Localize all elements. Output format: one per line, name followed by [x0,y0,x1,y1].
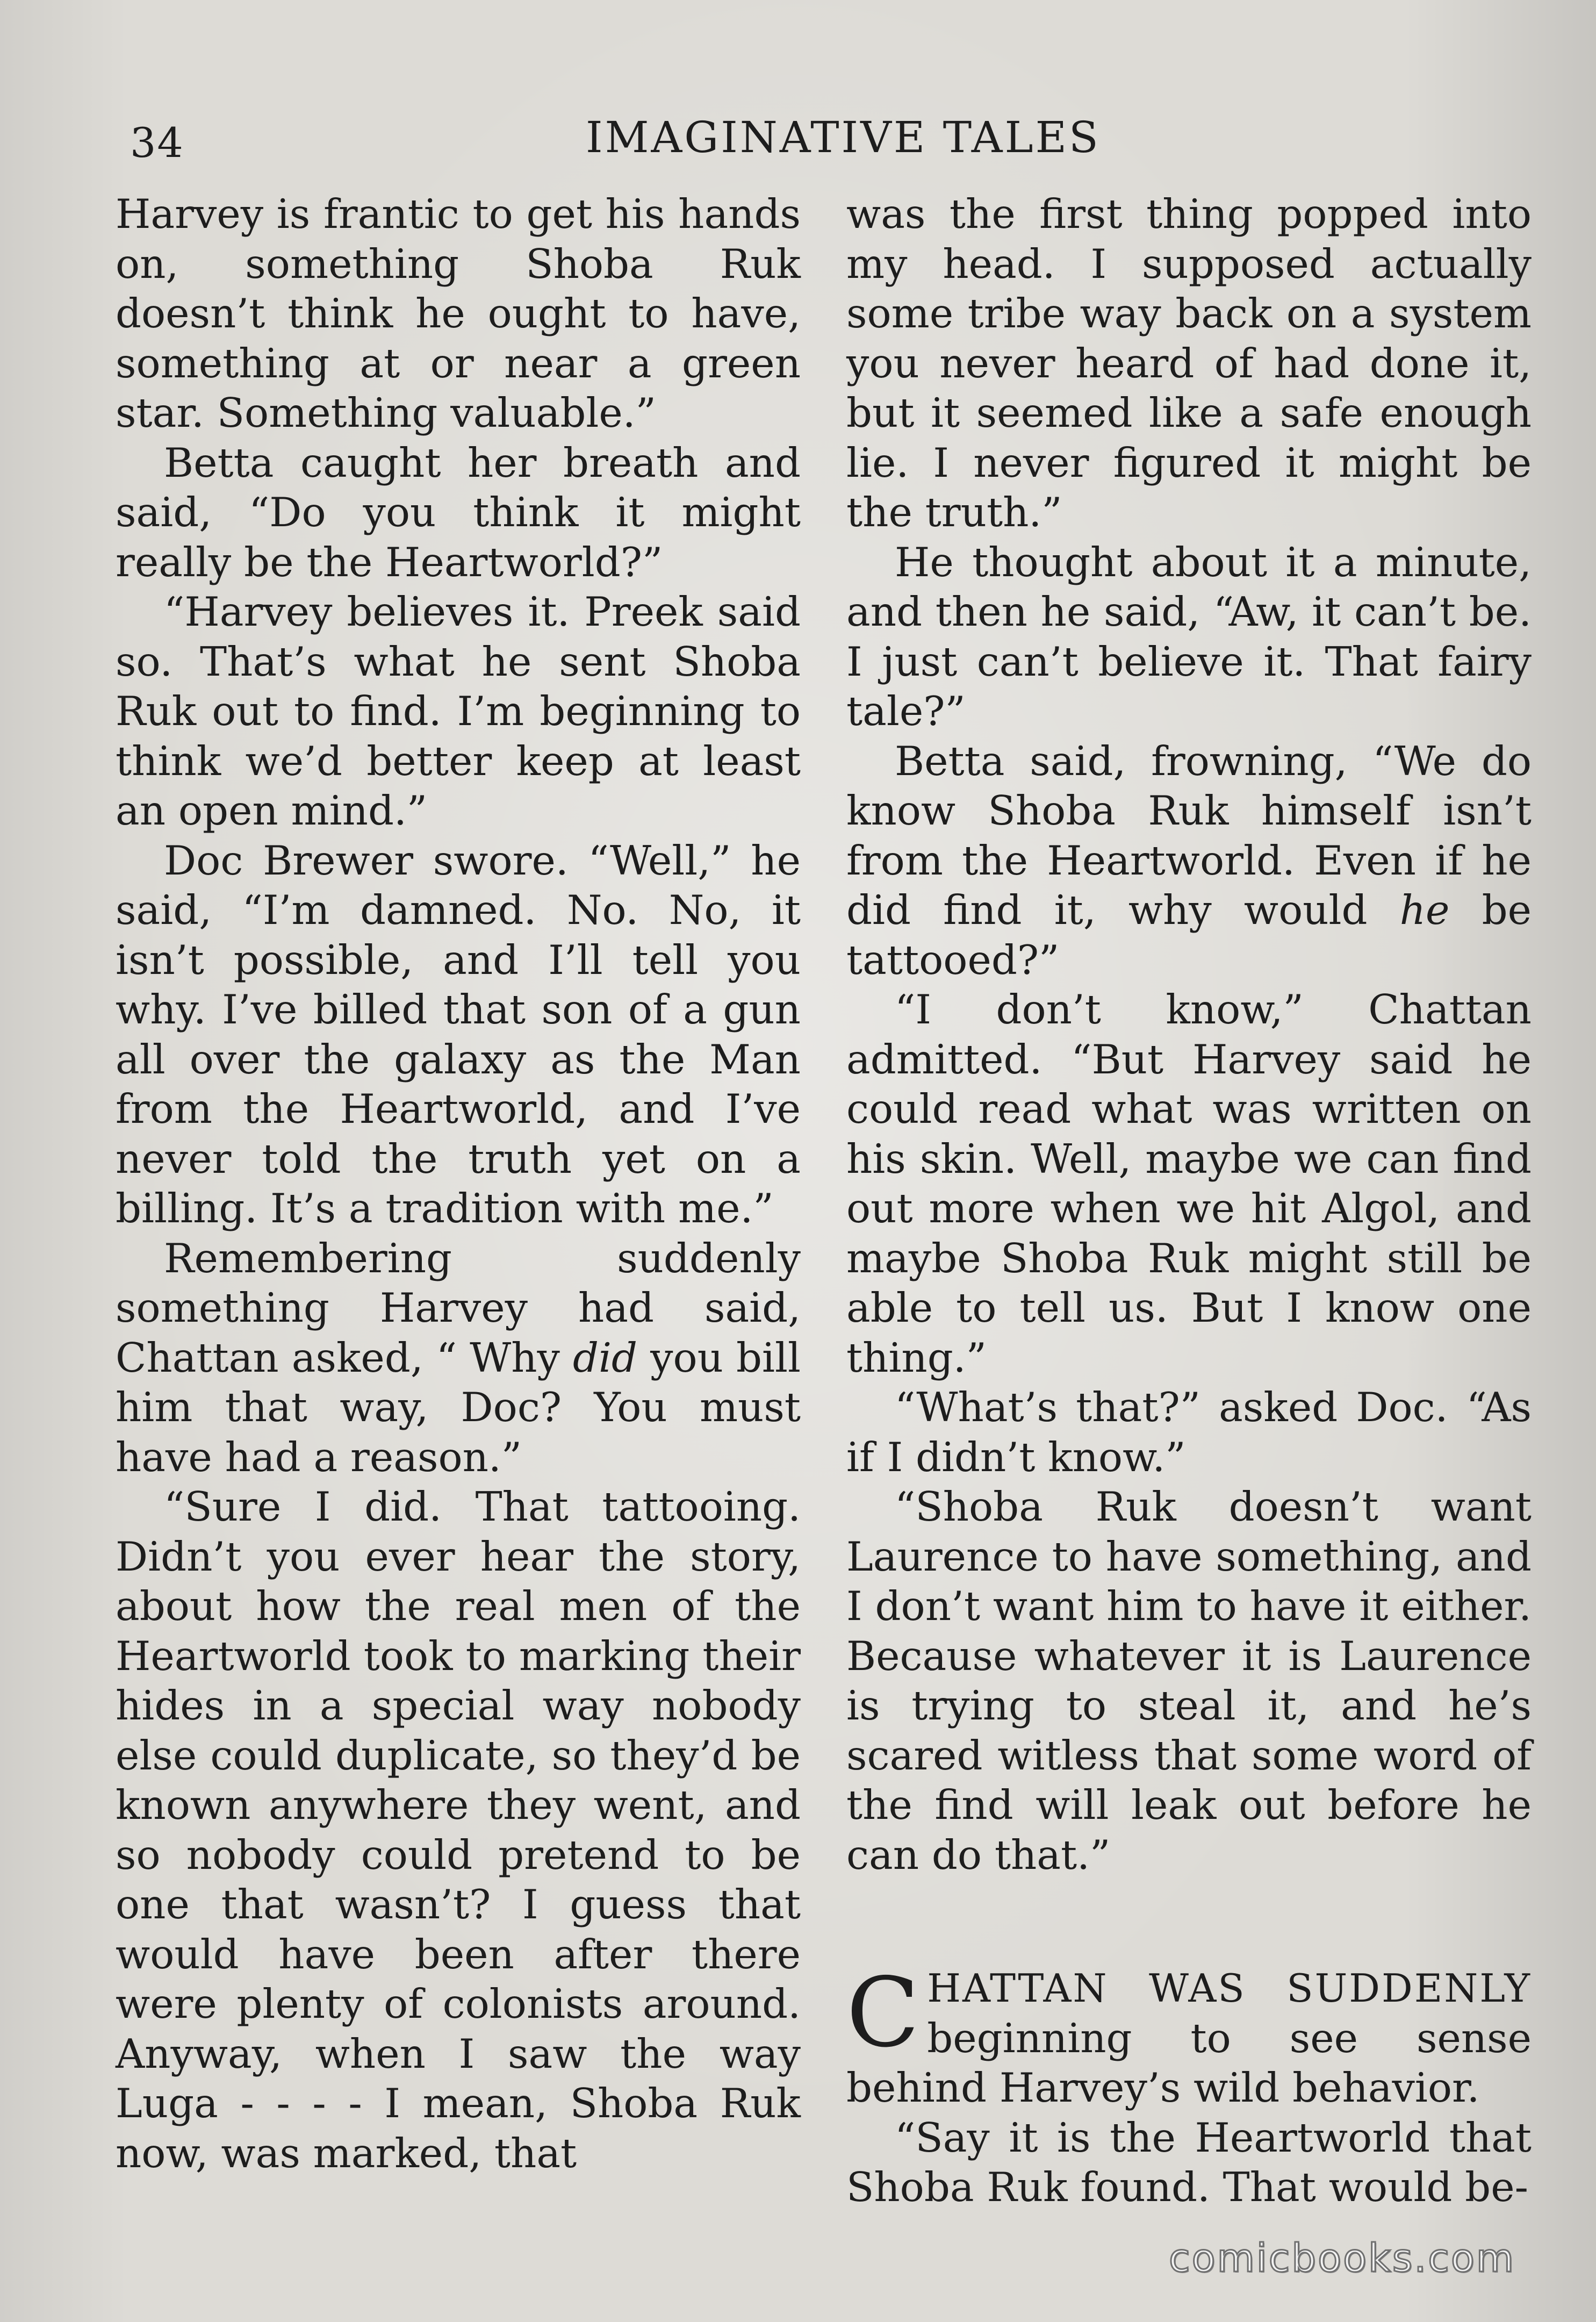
paragraph: Betta caught her breath and said, “Do you think it might really be the Heartworld?” [116,439,801,586]
paragraph: “What’s that?” asked Doc. “As if I didn’t know.” [846,1384,1532,1481]
paragraph: was the first thing popped into my head. I supposed actually some tribe way back on a system you never heard of had done it, but it seemed like a safe enough lie. I never figured it might be the truth.” [846,190,1532,536]
paragraph: Doc Brewer swore. “Well,” he said, “I’m damned. No. No, it isn’t possible, and I’ll tell you why. I’ve billed that son of a gun all over the galaxy as the Man from the Heartworld, and I’ve never told the truth yet on a billing. It’s a tradition with me.” [116,836,801,1232]
paragraph [846,736,1532,985]
left-column [116,189,801,2178]
paragraph: “Say it is the Heartworld that Shoba Ruk found. That would be- [846,2113,1532,2211]
text-run: Betta said, frowning, “We do know Shoba Ruk himself isn’t from the Heartworld. Even if he did find it, why would [846,737,1532,934]
paragraph [116,1234,801,1482]
text-run: you bill him that way, Doc? You must have had a reason.” [116,1334,801,1481]
page-number: 34 [130,119,184,167]
small-caps-lead: HATTAN WAS SUDDENLY [927,1966,1532,2011]
text-run: Remembering suddenly something Harvey had said, Chattan asked, “ Why [116,1234,801,1381]
paragraph: “Shoba Ruk doesn’t want Laurence to have something, and I don’t want him to have it either. Because whatever it is Laurence is trying to steal it, and he’s scared witless that some word of the find will leak out before he can do that.” [846,1483,1532,1879]
paragraph: “I don’t know,” Chattan admitted. “But Harvey said he could read what was written on his skin. Well, maybe we can find out more when we hit Algol, and maybe Shoba Ruk might still be able to tell us. But I know one thing.” [846,986,1532,1381]
section-opening-paragraph [846,1957,1532,2113]
right-column [846,189,1532,2212]
text-run: beginning to see sense behind Harvey’s wild behavior. [846,2014,1532,2111]
watermark-logo: comicbooks.com [1169,2235,1516,2281]
running-head: IMAGINATIVE TALES [586,112,1101,162]
paragraph: “Sure I did. That tattooing. Didn’t you ever hear the story, about how the real men of the Heartworld took to marking their hides in a special way nobody else could duplicate, so they’d be known anywhere they went, and so nobody could pretend to be one that wasn’t? I guess that would have been after there were plenty of colonists around. Anyway, when I saw the way Luga - - - - I mean, Shoba Ruk now, was marked, that [116,1483,801,2177]
drop-cap: C [846,1957,920,2068]
paragraph: He thought about it a minute, and then he said, “Aw, it can’t be. I just can’t believe it. That fairy tale?” [846,538,1532,735]
text-run: be tattooed?” [846,886,1532,984]
emphasis: did [573,1334,638,1381]
paragraph: “Harvey believes it. Preek said so. That’s what he sent Shoba Ruk out to find. I’m beginning to think we’d better keep at least an open mind.” [116,588,801,834]
emphasis: he [1399,886,1450,934]
paragraph: Harvey is frantic to get his hands on, something Shoba Ruk doesn’t think he ought to have, something at or near a green star. Something valuable.” [116,190,801,436]
